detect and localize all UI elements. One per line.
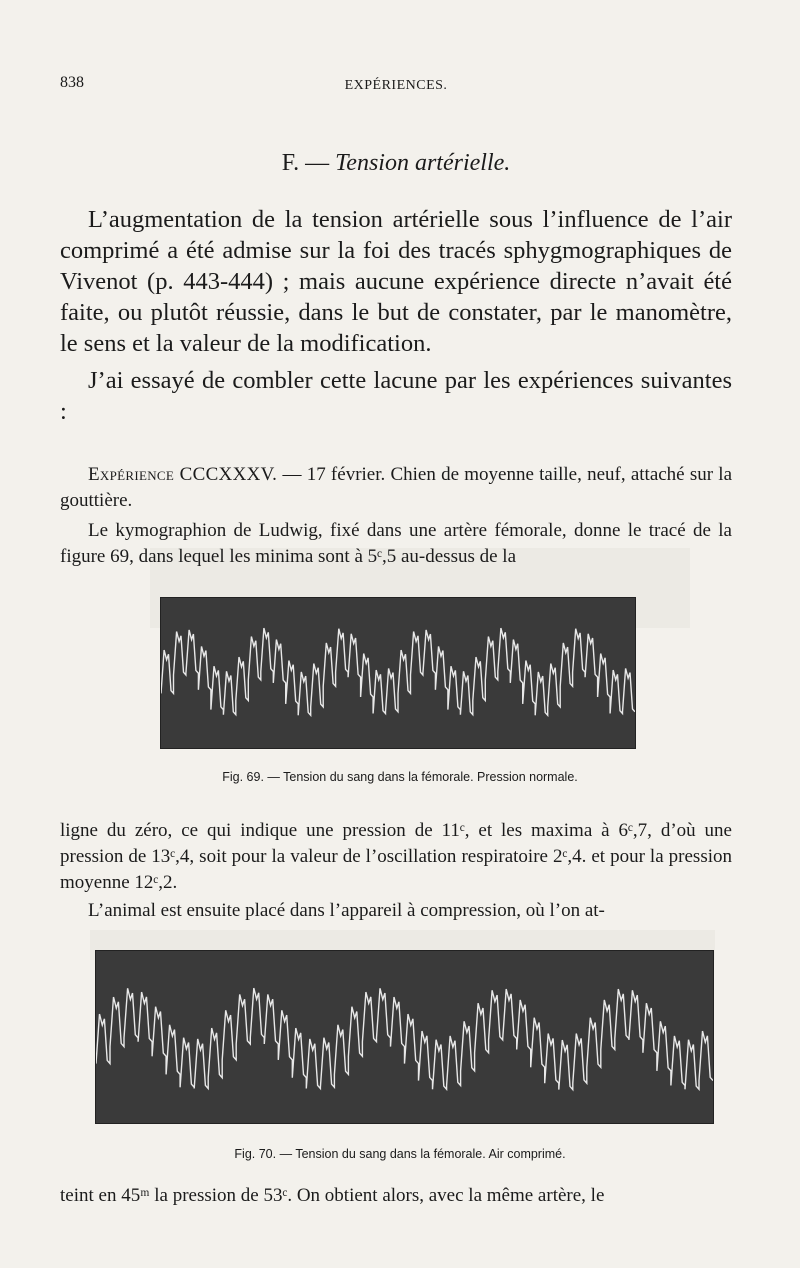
figure-70-pulse-line — [96, 988, 713, 1090]
figure-70-caption: Fig. 70. — Tension du sang dans la fémorale. Air comprimé. — [234, 1147, 566, 1161]
figure-70-trace — [95, 950, 714, 1124]
experience-description: — 17 février. Chien de moyenne taille, neuf, attaché sur la gouttière. — [60, 464, 732, 511]
paragraph-3: Le kymographion de Ludwig, fixé dans une artère fémorale, donne le tracé de la figure 69, dans lequel les minima sont à 5ᶜ,5 au-dessus de la — [60, 520, 732, 567]
paragraph-2: J’ai essayé de combler cette lacune par les expériences suivantes : — [60, 367, 732, 425]
experience-text — [60, 462, 732, 570]
figure-69-pulse-line — [161, 628, 635, 715]
section-title — [60, 150, 732, 177]
figure-70-svg — [96, 951, 713, 1123]
intro-text — [60, 204, 732, 427]
middle-text — [60, 818, 732, 924]
experience-paragraph — [60, 462, 732, 514]
figure-69-svg — [161, 598, 635, 748]
paragraph-6: teint en 45ᵐ la pression de 53ᶜ. On obtient alors, avec la même artère, le — [60, 1185, 605, 1206]
bottom-text — [60, 1183, 732, 1209]
figure-69-caption: Fig. 69. — Tension du sang dans la fémorale. Pression normale. — [222, 770, 578, 784]
section-prefix: F. — — [281, 150, 336, 176]
paragraph-1: L’augmentation de la tension artérielle sous l’influence de l’air comprimé a été admise sur la foi des tracés sphygmographiques de Vivenot (p. 443-444) ; mais aucune expérience directe n’avait été faite, ou plutôt réussie, dans le but de constater, par le manomètre, le sens et la valeur de la modification. — [60, 206, 732, 357]
running-title: EXPÉRIENCES. — [344, 78, 448, 93]
experience-label: Expérience CCCXXXV. — [88, 464, 278, 485]
page-number: 838 — [60, 74, 84, 91]
paragraph-5: L’animal est ensuite placé dans l’appareil à compression, où l’on at- — [88, 900, 605, 921]
page-header — [60, 74, 732, 100]
section-title-text: Tension artérielle. — [335, 150, 511, 176]
paragraph-4: ligne du zéro, ce qui indique une pression de 11ᶜ, et les maxima à 6ᶜ,7, d’où une pression de 13ᶜ,4, soit pour la valeur de l’oscillation respiratoire 2ᶜ,4. et pour la pression moyenne 12ᶜ,2. — [60, 820, 732, 893]
figure-69-trace — [160, 597, 636, 749]
